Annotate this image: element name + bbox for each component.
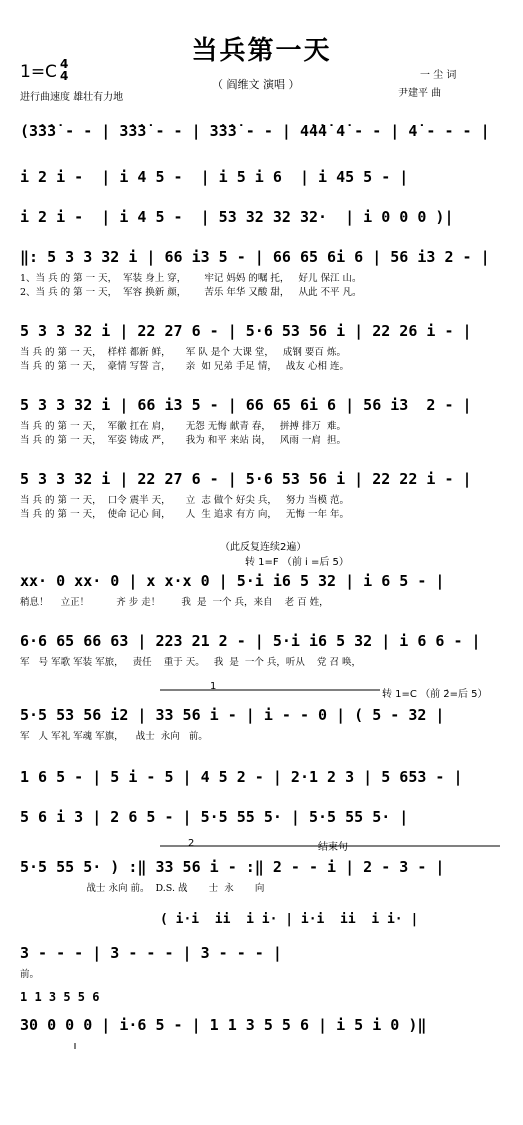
- volta-2-label: 2: [188, 838, 195, 849]
- modulation-f: 转 1=F （前 i =后 5）: [245, 557, 349, 568]
- lyricist-credit: 一 尘 词: [420, 70, 457, 81]
- notation-line-12: 5 6 i 3 | 2 6 5 - | 5·5 55 5· | 5·5 55 5· |: [20, 808, 409, 826]
- accompaniment-line: ( i·i ii i i· | i·i ii i i· |: [160, 912, 419, 927]
- lyric-line-5-1: 当 兵 的 第 一 天， 样样 都新 鲜， 军 队 是个 大课 堂， 成钢 要百 炼。: [20, 347, 346, 358]
- time-sig-bottom: 4: [60, 69, 69, 83]
- segno-note: （此反复连续2遍）: [220, 542, 307, 553]
- song-title: 当兵第一天: [191, 36, 332, 66]
- tempo-marking: 进行曲速度 雄壮有力地: [20, 92, 124, 103]
- lyric-line-4-1: 1、当 兵 的 第 一 天， 军装 身上 穿， 牢记 妈妈 的嘱 托， 好儿 保江 山。: [20, 273, 362, 284]
- time-sig-top: 4: [60, 57, 69, 71]
- lyric-line-6-1: 当 兵 的 第 一 天， 军徽 扛在 肩， 无怨 无悔 献青 春， 拼搏 排万 难。: [20, 421, 346, 432]
- composer-credit: 尹建平 曲: [398, 88, 442, 99]
- notation-line-5: 5 3 3 32 i | 22 27 6 - | 5·6 53 56 i | 22 26 i - |: [20, 322, 472, 340]
- volta-1-label: 1: [210, 681, 217, 692]
- modulation-c: 转 1=C （前 2̇=后 5）: [382, 689, 488, 700]
- lyric-line-9-1: 军 号 军歌 军装 军旅， 责任 重于 天。 我 是 一个 兵，听从 党 召 唤，: [20, 657, 362, 668]
- lyric-line-4-2: 2、当 兵 的 第 一 天， 军容 换新 颜， 苦乐 年华 又酸 甜， 从此 不平 凡。: [20, 287, 362, 298]
- notation-line-9: 6·6 65 66 63 | 223 21 2 - | 5·i i6 5 32 | i 6 6 - |: [20, 632, 481, 650]
- notation-line-15: 30 0 0 0 | i·6 5 - | 1 1 3 5 5 6 | i 5 i 0 )‖: [20, 1016, 427, 1034]
- notation-line-2: i 2 i - | i 4 5 - | i 5 i 6 | i 45 5 - |: [20, 168, 409, 186]
- lyric-line-5-2: 当 兵 的 第 一 天， 豪情 写誓 言， 亲 如 兄弟 手足 情， 战友 心相 连。: [20, 361, 349, 372]
- notation-line-1: (3̇3̇3̇ - - | 3̇3̇3̇ - - | 3̇3̇3̇ - - | 4̇4̇4̇ 4̇ - - | 4̇ - - - |: [20, 122, 490, 140]
- performer: （ 阎维文 演唱 ）: [212, 78, 300, 91]
- ending-label: 结束句: [318, 842, 348, 853]
- notation-line-14: 3 - - - | 3 - - - | 3 - - - |: [20, 944, 282, 962]
- notation-line-7: 5 3 3 32 i | 22 27 6 - | 5·6 53 56 i | 22 22 i - |: [20, 470, 472, 488]
- lyric-line-13-1: 战士 永向 前。 D.S. 战 士 永 向: [20, 883, 265, 894]
- lyric-line-6-2: 当 兵 的 第 一 天， 军姿 铸成 严， 我为 和平 来站 岗， 风雨 一肩 担。: [20, 435, 346, 446]
- notation-line-4: ‖: 5 3 3 32 i | 66 i3 5 - | 66 65 6i 6 | 56 i3 2 - |: [20, 248, 490, 266]
- accompaniment-left: 1 1 3 5 5 6: [20, 990, 100, 1004]
- notation-line-11: 1 6 5 - | 5 i - 5 | 4 5 2 - | 2·1 2 3 | 5 653 - |: [20, 768, 463, 786]
- lyric-line-7-2: 当 兵 的 第 一 天， 使命 记心 间， 人 生 追求 有方 向， 无悔 一年 年。: [20, 509, 349, 520]
- lyric-line-7-1: 当 兵 的 第 一 天， 口令 震半 天， 立 志 做个 好尖 兵， 努力 当模 范。: [20, 495, 349, 506]
- notation-line-6: 5 3 3 32 i | 66 i3 5 - | 66 65 6i 6 | 56 i3 2 - |: [20, 396, 472, 414]
- notation-line-10: 5·5 53 56 i2 | 33 56 i - | i - - 0 | ( 5 - 32 |: [20, 706, 445, 724]
- lyric-line-8-1: 稍息！ 立正！ 齐 步 走！ 我 是 一个 兵，来自 老 百 姓，: [20, 597, 329, 608]
- notation-line-8: xx· 0 xx· 0 | x x·x 0 | 5·i i6 5 32 | i 6 5 - |: [20, 572, 445, 590]
- key-signature: 1=C: [20, 62, 57, 82]
- notation-line-13: 5·5 55 5· ) :‖ 33 56 i - :‖ 2 - - i | 2 - 3 - |: [20, 858, 445, 876]
- lyric-line-14-1: 前。: [20, 969, 40, 980]
- notation-line-3: i 2 i - | i 4 5 - | 53 32 32 32· | i 0 0 0 )|: [20, 208, 454, 226]
- lyric-line-10-1: 军 人 军礼 军魂 军旗， 战士 永向 前。: [20, 731, 208, 742]
